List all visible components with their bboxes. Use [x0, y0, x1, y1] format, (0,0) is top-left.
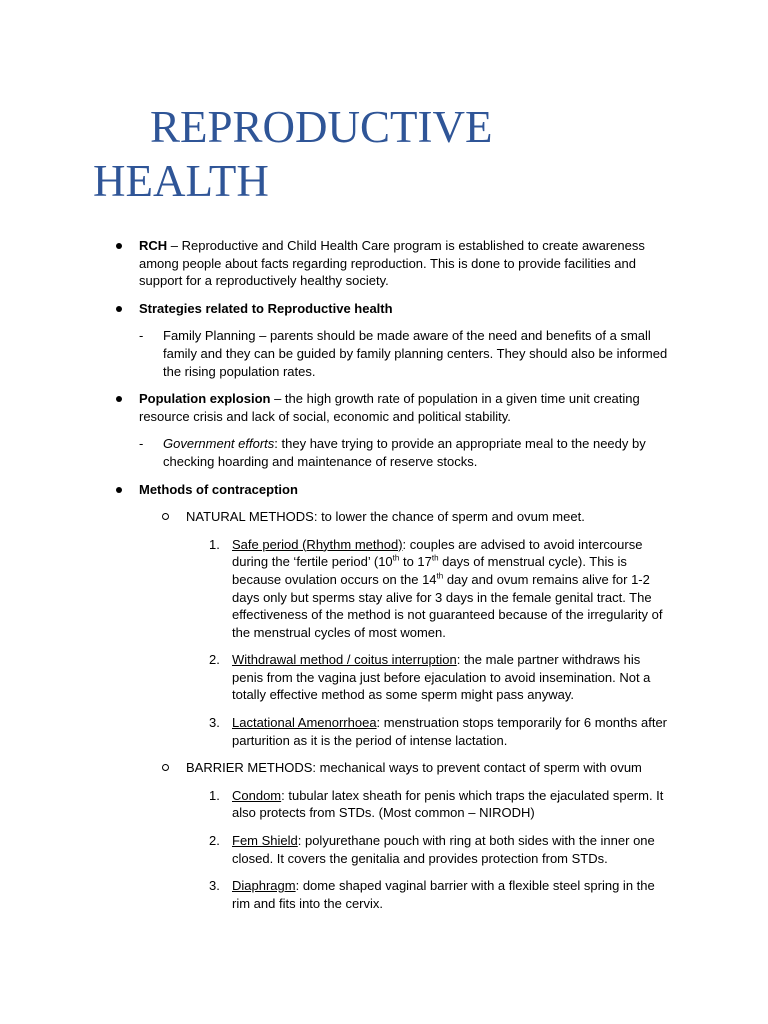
government-term: Government efforts — [163, 436, 275, 452]
circle-marker — [162, 513, 169, 520]
superscript: th — [392, 553, 400, 563]
method-text-part: day and ovum remains alive for 1-2 days only but sperms stay alive for 3 days in the female genital tract. The effectiveness of the method is not guaranteed because of the irregularity of the menstrual cycles of most women. — [232, 571, 663, 640]
method-term: Lactational Amenorrhoea — [232, 715, 377, 731]
natural-method-2-text — [232, 651, 672, 704]
bullet-dot — [116, 306, 122, 312]
bullet-rch-text — [139, 237, 669, 290]
method-text: : polyurethane pouch with ring at both sides with the inner one closed. It covers the genitalia and provides protection from STDs. — [232, 833, 655, 866]
government-text: : they have trying to provide an appropriate meal to the needy by checking hoarding and maintenance of reserve stocks. — [163, 436, 646, 469]
method-text-part: days of menstrual cycle). This is because ovulation occurs on the 14 — [232, 554, 627, 587]
method-term: Condom — [232, 787, 282, 803]
method-text: : menstruation stops temporarily for 6 months after parturition as it is the period of intense lactation. — [232, 715, 668, 748]
natural-method-3-text — [232, 714, 672, 749]
barrier-methods-text: BARRIER METHODS: mechanical ways to prevent contact of sperm with ovum — [186, 760, 642, 776]
strategies-heading: Strategies related to Reproductive health — [139, 300, 393, 316]
list-number: 3. — [209, 878, 220, 894]
method-text: : dome shaped vaginal barrier with a flexible steel spring in the rim and fits into the cervix. — [232, 878, 655, 911]
natural-method-2 — [0, 651, 768, 704]
bullet-rch — [0, 237, 768, 290]
natural-method-1 — [0, 536, 768, 642]
rch-term: RCH — [139, 238, 168, 253]
barrier-method-2 — [0, 832, 768, 867]
bullet-dot — [116, 396, 122, 402]
circle-marker — [162, 764, 169, 771]
bullet-strategies — [0, 300, 768, 318]
dash-marker: - — [139, 328, 144, 344]
natural-methods-item — [0, 508, 768, 526]
dash-marker: - — [139, 436, 144, 452]
page-title — [93, 100, 693, 208]
bullet-contraception — [0, 481, 768, 499]
family-planning-item — [0, 327, 768, 380]
list-number: 2. — [209, 833, 220, 849]
bullet-dot — [116, 487, 122, 493]
list-number: 2. — [209, 652, 220, 668]
population-term: Population explosion — [139, 391, 271, 407]
barrier-method-3-text — [232, 877, 672, 912]
natural-method-1-text — [232, 536, 672, 642]
method-term: Withdrawal method / coitus interruption — [232, 652, 457, 668]
method-text-part: : couples are advised to avoid intercourse during the ‘fertile period’ (10 — [232, 536, 643, 570]
title-line-1: REPRODUCTIVE — [150, 102, 493, 152]
method-text-part: to 17 — [399, 554, 432, 570]
list-number: 1. — [209, 536, 220, 552]
population-text-block — [139, 390, 669, 425]
family-planning-text: Family Planning – parents should be made aware of the need and benefits of a small family and they can be guided by family planning centers. They should also be informed the rising population rates. — [163, 328, 668, 379]
bullet-population — [0, 390, 768, 425]
population-text: – the high growth rate of population in a given time unit creating resource crisis and lack of social, economic and political stability. — [139, 391, 640, 424]
list-number: 3. — [209, 715, 220, 731]
bullet-dot — [116, 243, 122, 249]
method-text: : the male partner withdraws his penis from the vagina just before ejaculation to avoid insemination. Not a totally effective method as some sperm might pass anyway. — [232, 652, 651, 703]
superscript: th — [436, 571, 444, 581]
government-efforts-item — [0, 435, 768, 470]
title-line-2: HEALTH — [93, 156, 269, 206]
barrier-method-1 — [0, 787, 768, 822]
method-text: : tubular latex sheath for penis which traps the ejaculated sperm. It also protects from STDs. (Most common – NIRODH) — [232, 787, 664, 821]
rch-text: – Reproductive and Child Health Care program is established to create awareness among people about facts regarding reproduction. This is done to provide facilities and support for a reproductively healthy society. — [139, 238, 645, 289]
document-body — [0, 237, 768, 912]
method-term: Diaphragm — [232, 878, 296, 894]
superscript: th — [431, 553, 439, 563]
barrier-methods-item — [0, 759, 768, 777]
barrier-method-3 — [0, 877, 768, 912]
natural-method-3 — [0, 714, 768, 749]
natural-methods-text: NATURAL METHODS: to lower the chance of sperm and ovum meet. — [186, 509, 585, 525]
contraception-heading: Methods of contraception — [139, 481, 298, 497]
barrier-method-2-text — [232, 832, 672, 867]
barrier-method-1-text — [232, 787, 672, 822]
method-term: Safe period (Rhythm method) — [232, 536, 403, 552]
government-text-block — [163, 435, 673, 470]
list-number: 1. — [209, 787, 220, 803]
method-term: Fem Shield — [232, 833, 298, 849]
